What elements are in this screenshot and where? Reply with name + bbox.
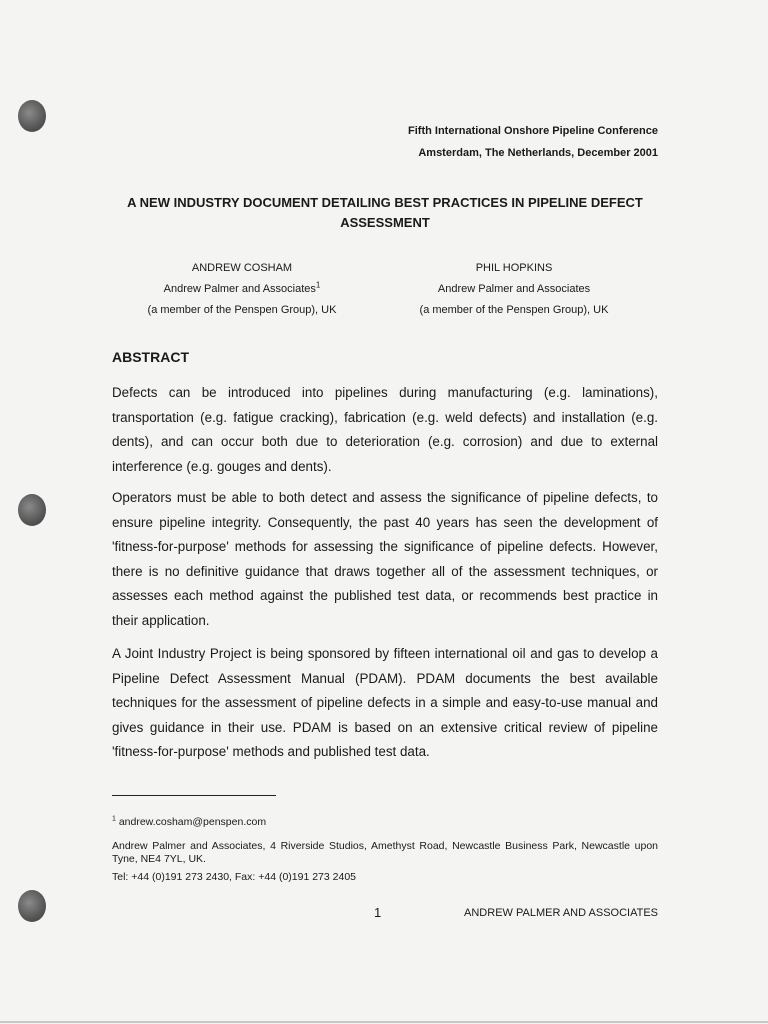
punch-hole-icon (18, 100, 46, 132)
author-block-2 (384, 258, 644, 321)
author-block-1 (112, 258, 372, 321)
conference-location: Amsterdam, The Netherlands, December 2001 (418, 147, 658, 159)
author-group: (a member of the Penspen Group), UK (147, 304, 337, 316)
author-group: (a member of the Penspen Group), UK (419, 304, 609, 316)
abstract-heading: ABSTRACT (112, 349, 189, 365)
footnote-divider (112, 795, 276, 796)
page-number: 1 (374, 905, 382, 920)
punch-hole-icon (18, 494, 46, 526)
footnote-mark: 1 (315, 280, 321, 290)
footnote-email-line (112, 816, 658, 829)
abstract-paragraph: A Joint Industry Project is being sponsored by fifteen international oil and gas to develop a Pipeline Defect Assessment Manual (PDAM). PDAM documents the best available techniques for the assessment of pipeline defects in a simple and easy-to-use manual and gives guidance in their use. PDAM is based on an extensive critical review of pipeline 'fitness-for-purpose' methods and published test data. (112, 646, 658, 759)
punch-hole-icon (18, 890, 46, 922)
scan-edge-line (0, 1021, 768, 1023)
author-affiliation: Andrew Palmer and Associates$^1$ (163, 280, 321, 295)
paper-title: A NEW INDUSTRY DOCUMENT DETAILING BEST PRACTICES IN PIPELINE DEFECT ASSESSMENT (127, 195, 643, 230)
footnote-email: andrew.cosham@penspen.com (118, 816, 267, 828)
abstract-paragraph: Defects can be introduced into pipelines during manufacturing (e.g. laminations), transportation (e.g. fatigue cracking), fabrication (e.g. weld defects) and installation (e.g. dents), and can occur both due to deterioration (e.g. corrosion) and due to external interference (e.g. gouges and dents). (112, 385, 658, 474)
footer-organization: ANDREW PALMER AND ASSOCIATES (464, 907, 658, 919)
footnote-phone: Tel: +44 (0)191 273 2430, Fax: +44 (0)191 273 2405 (112, 871, 357, 883)
author-name: ANDREW COSHAM (191, 262, 293, 274)
author-affiliation: Andrew Palmer and Associates (437, 283, 591, 295)
footnote-address: Andrew Palmer and Associates, 4 Riverside Studios, Amethyst Road, Newcastle Business Park, Newcastle upon Tyne, NE4 7YL, UK. (112, 840, 658, 865)
abstract-paragraph: Operators must be able to both detect and assess the significance of pipeline defects, to ensure pipeline integrity. Consequently, the past 40 years has seen the development of 'fitness-for-purpose' methods for assessing the significance of pipeline defects. However, there is no definitive guidance that draws together all of the assessment techniques, or assesses each method against the published test data, or recommends best practice in their application. (112, 490, 658, 628)
author-name: PHIL HOPKINS (475, 262, 553, 274)
conference-name: Fifth International Onshore Pipeline Conference (408, 125, 658, 137)
footnote-mark: 1 (112, 815, 116, 823)
